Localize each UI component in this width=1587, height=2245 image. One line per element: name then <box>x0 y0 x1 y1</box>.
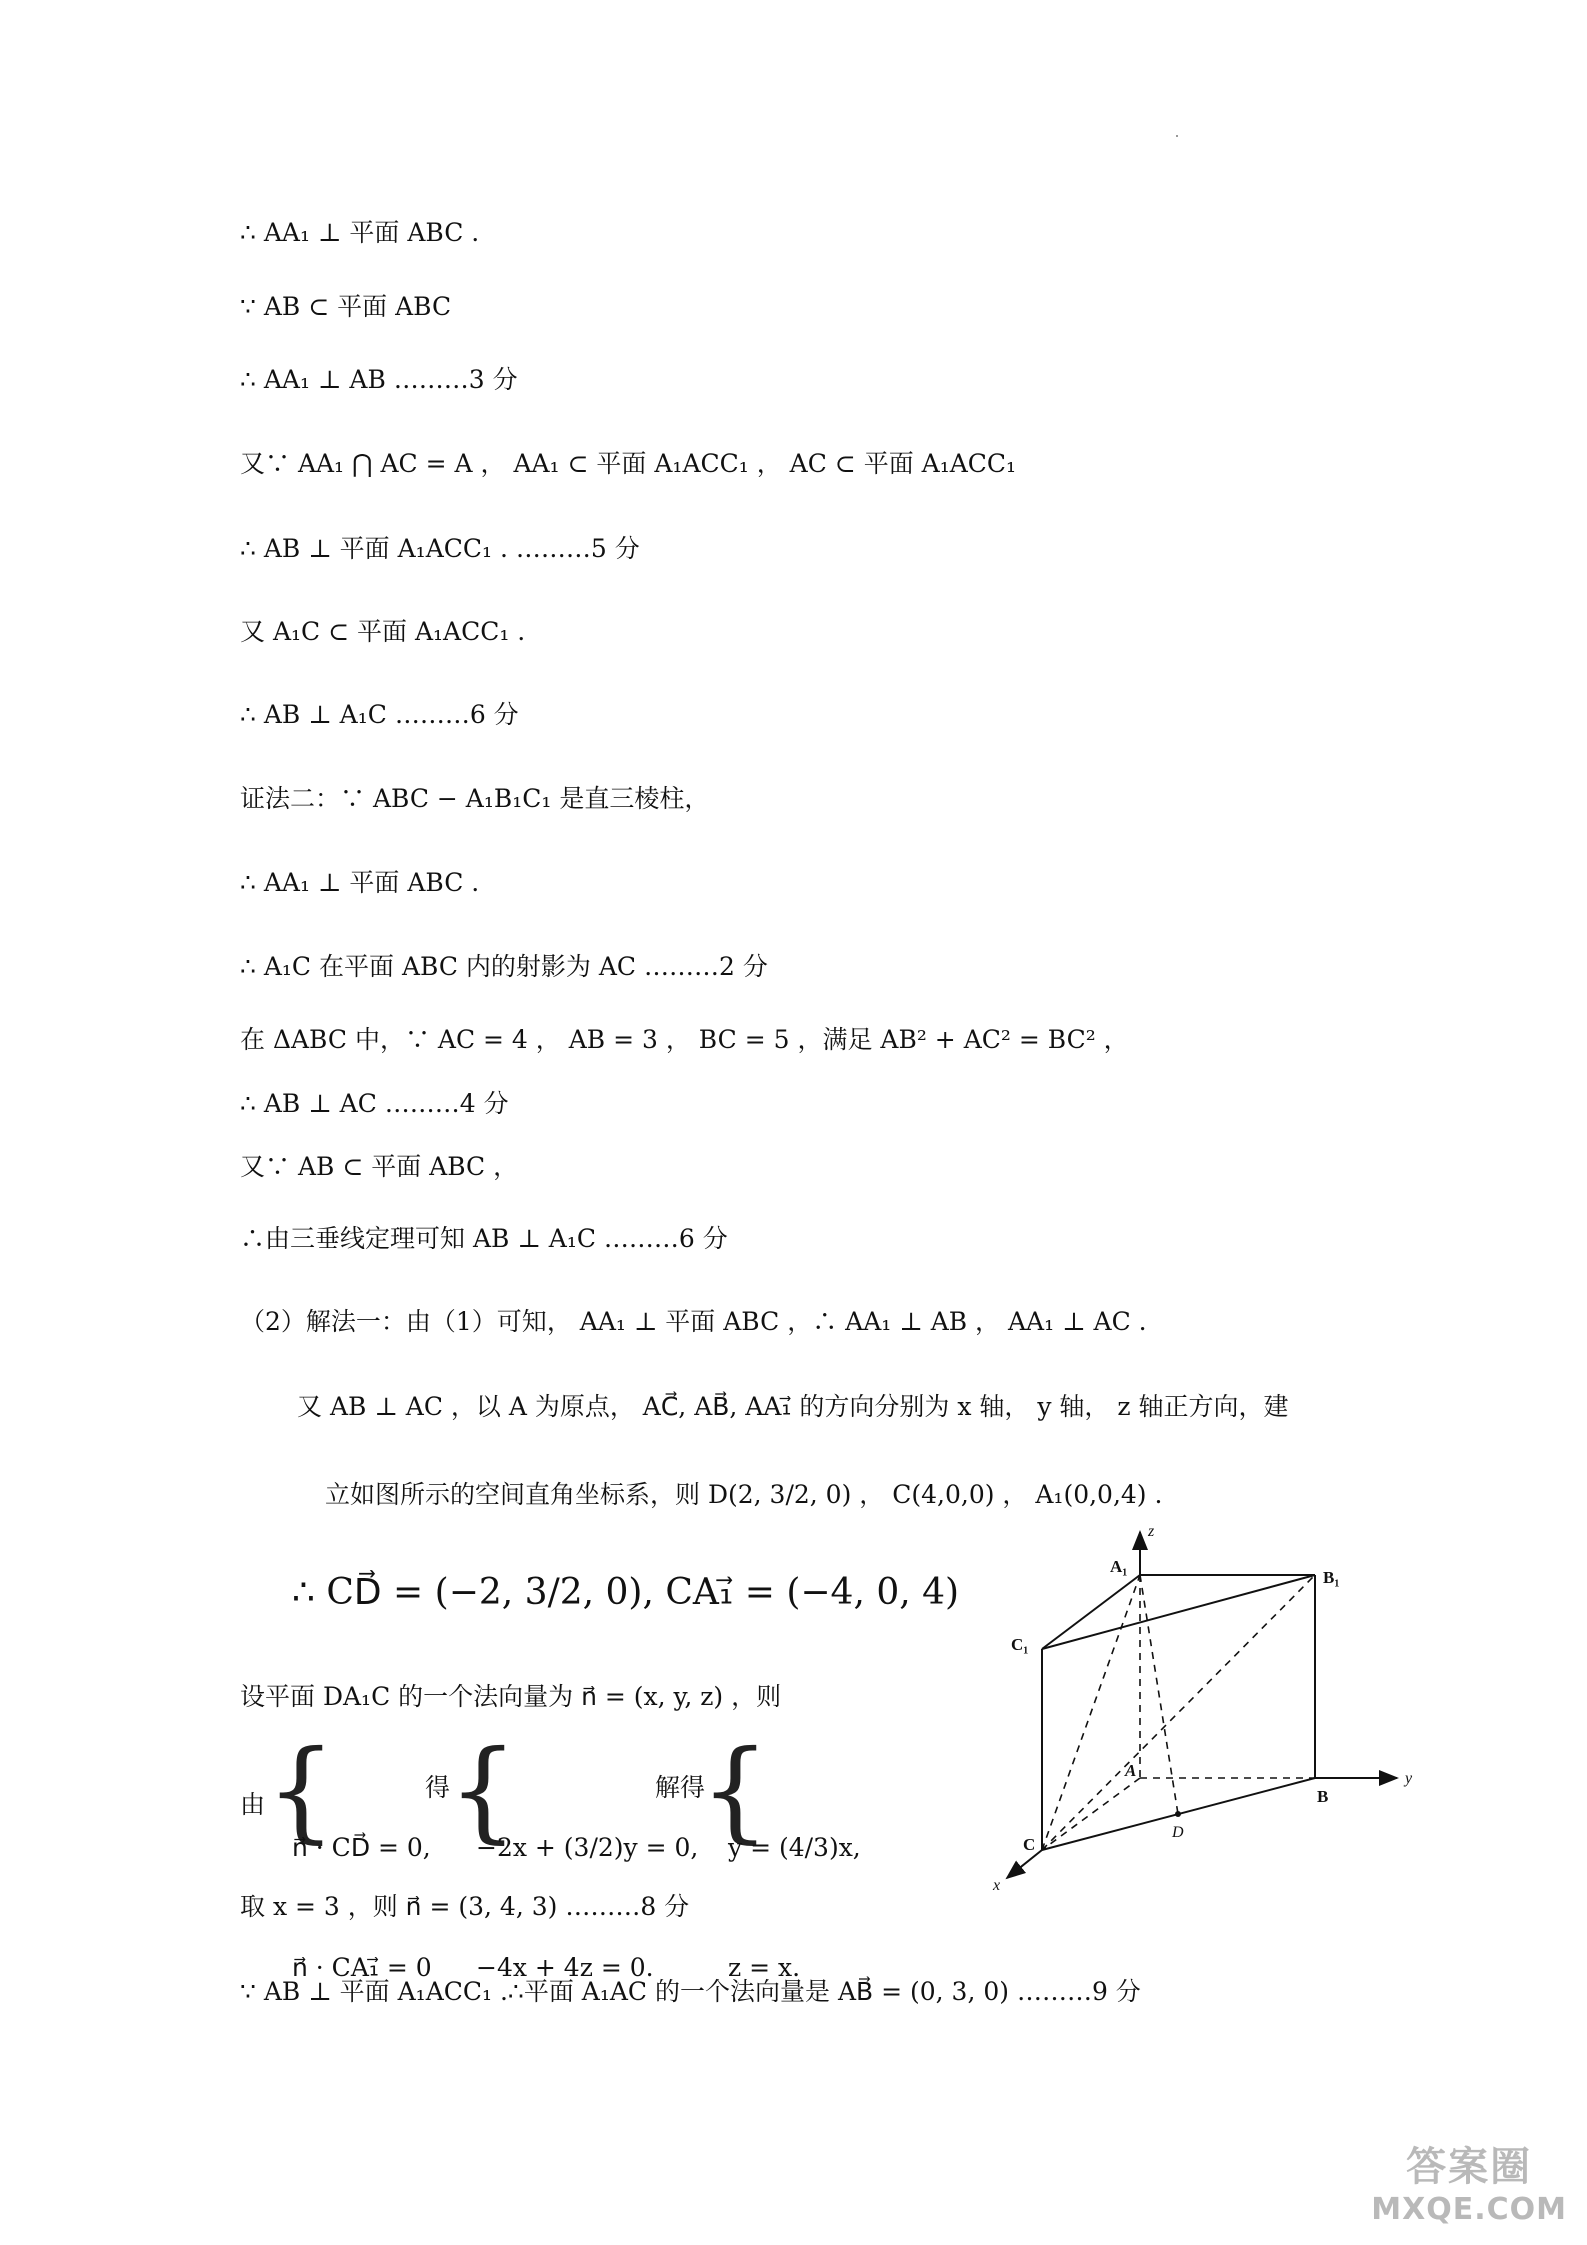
proof-line-6: 又 A₁C ⊂ 平面 A₁ACC₁ . <box>240 617 526 646</box>
label-a: A <box>1125 1761 1137 1780</box>
proof-line-5: ∴ AB ⊥ 平面 A₁ACC₁ . ………5 分 <box>240 534 640 563</box>
plane-normal-line: ∵ AB ⊥ 平面 A₁ACC₁ .∴平面 A₁AC 的一个法向量是 AB⃗ = (0, 3, 0) ………9 分 <box>240 1977 1141 2006</box>
take-x-line: 取 x = 3 ，则 n⃗ = (3, 4, 3) ………8 分 <box>240 1892 690 1921</box>
system-middle-eq-2: −4x + 4z = 0. <box>476 1953 654 1982</box>
system-left-eq-1: n⃗ · CD⃗ = 0, <box>292 1833 431 1862</box>
watermark-url: MXQE.COM <box>1371 2192 1567 2227</box>
label-y-axis: y <box>1405 1770 1413 1787</box>
point-d <box>1175 1811 1181 1817</box>
left-brace-3: { <box>700 1726 770 1854</box>
label-d: D <box>1172 1824 1184 1841</box>
system-right-eq-1: y = (4/3)x, <box>728 1833 861 1862</box>
coordinate-points-line: 立如图所示的空间直角坐标系，则 D(2, 3/2, 0) ， C(4,0,0) ， A₁(0,0,4) . <box>325 1480 1163 1509</box>
proof-line-9: ∴ AA₁ ⊥ 平面 ABC . <box>240 868 480 897</box>
label-a1: A₁ <box>1110 1557 1128 1576</box>
watermark <box>1371 2135 1567 2227</box>
prism-figure <box>985 1520 1435 1900</box>
method-two-heading: 证法二：∵ ABC − A₁B₁C₁ 是直三棱柱， <box>240 784 710 813</box>
proof-line-4: 又∵ AA₁ ⋂ AC = A ， AA₁ ⊂ 平面 A₁ACC₁ ， AC ⊂ 平面 A₁ACC₁ <box>240 449 1017 478</box>
proof-line-2: ∵ AB ⊂ 平面 ABC <box>240 292 452 321</box>
vector-formula: ∴ CD⃗ = (−2, 3/2, 0), CA₁⃗ = (−4, 0, 4) <box>292 1572 960 1613</box>
normal-vector-intro: 设平面 DA₁C 的一个法向量为 n⃗ = (x, y, z) ，则 <box>240 1682 782 1711</box>
speck <box>1176 135 1178 137</box>
edge-ca1 <box>1042 1575 1140 1850</box>
left-brace-1: { <box>266 1726 336 1854</box>
label-z-axis: z <box>1148 1523 1155 1540</box>
edge-c1b1 <box>1042 1575 1315 1649</box>
edge-ac <box>1042 1778 1140 1850</box>
system-prefix: 由 <box>240 1790 266 1819</box>
proof-line-10: ∴ A₁C 在平面 ABC 内的射影为 AC ………2 分 <box>240 952 768 981</box>
proof-line-14: ∴由三垂线定理可知 AB ⊥ A₁C ………6 分 <box>240 1224 728 1253</box>
diagonal-cb1 <box>1042 1575 1315 1850</box>
label-b: B <box>1317 1787 1329 1806</box>
system-middle-eq-1: −2x + (3/2)y = 0, <box>476 1833 699 1862</box>
x-axis <box>1007 1850 1042 1878</box>
system-word-de: 得 <box>425 1773 451 1802</box>
label-x-axis: x <box>993 1877 1001 1894</box>
proof-line-1: ∴ AA₁ ⊥ 平面 ABC . <box>240 218 480 247</box>
proof-line-3: ∴ AA₁ ⊥ AB ………3 分 <box>240 365 518 394</box>
proof-line-12: ∴ AB ⊥ AC ………4 分 <box>240 1089 509 1118</box>
system-right-eq-2: z = x. <box>728 1953 801 1982</box>
proof-line-13: 又∵ AB ⊂ 平面 ABC ， <box>240 1152 519 1181</box>
label-c: C <box>1023 1835 1036 1854</box>
coordinate-setup-line: 又 AB ⊥ AC ，以 A 为原点， AC⃗, AB⃗, AA₁⃗ 的方向分别为 x 轴， y 轴， z 轴正方向，建 <box>297 1392 1289 1421</box>
watermark-logo: 答案圈 <box>1406 2144 1533 2190</box>
part-two-heading: （2）解法一：由（1）可知， AA₁ ⊥ 平面 ABC ，∴ AA₁ ⊥ AB ， AA₁ ⊥ AC . <box>240 1307 1147 1336</box>
left-brace-2: { <box>448 1726 518 1854</box>
edge-c1a1 <box>1042 1575 1140 1649</box>
proof-line-11: 在 ΔABC 中，∵ AC = 4 ， AB = 3 ， BC = 5 ，满足 AB² + AC² = BC² ， <box>240 1025 1129 1054</box>
label-b1: B₁ <box>1323 1568 1340 1587</box>
proof-line-7: ∴ AB ⊥ A₁C ………6 分 <box>240 700 519 729</box>
system-word-jiede: 解得 <box>655 1773 706 1802</box>
system-left-eq-2: n⃗ · CA₁⃗ = 0 <box>292 1953 432 1982</box>
label-c1: C₁ <box>1011 1635 1029 1654</box>
